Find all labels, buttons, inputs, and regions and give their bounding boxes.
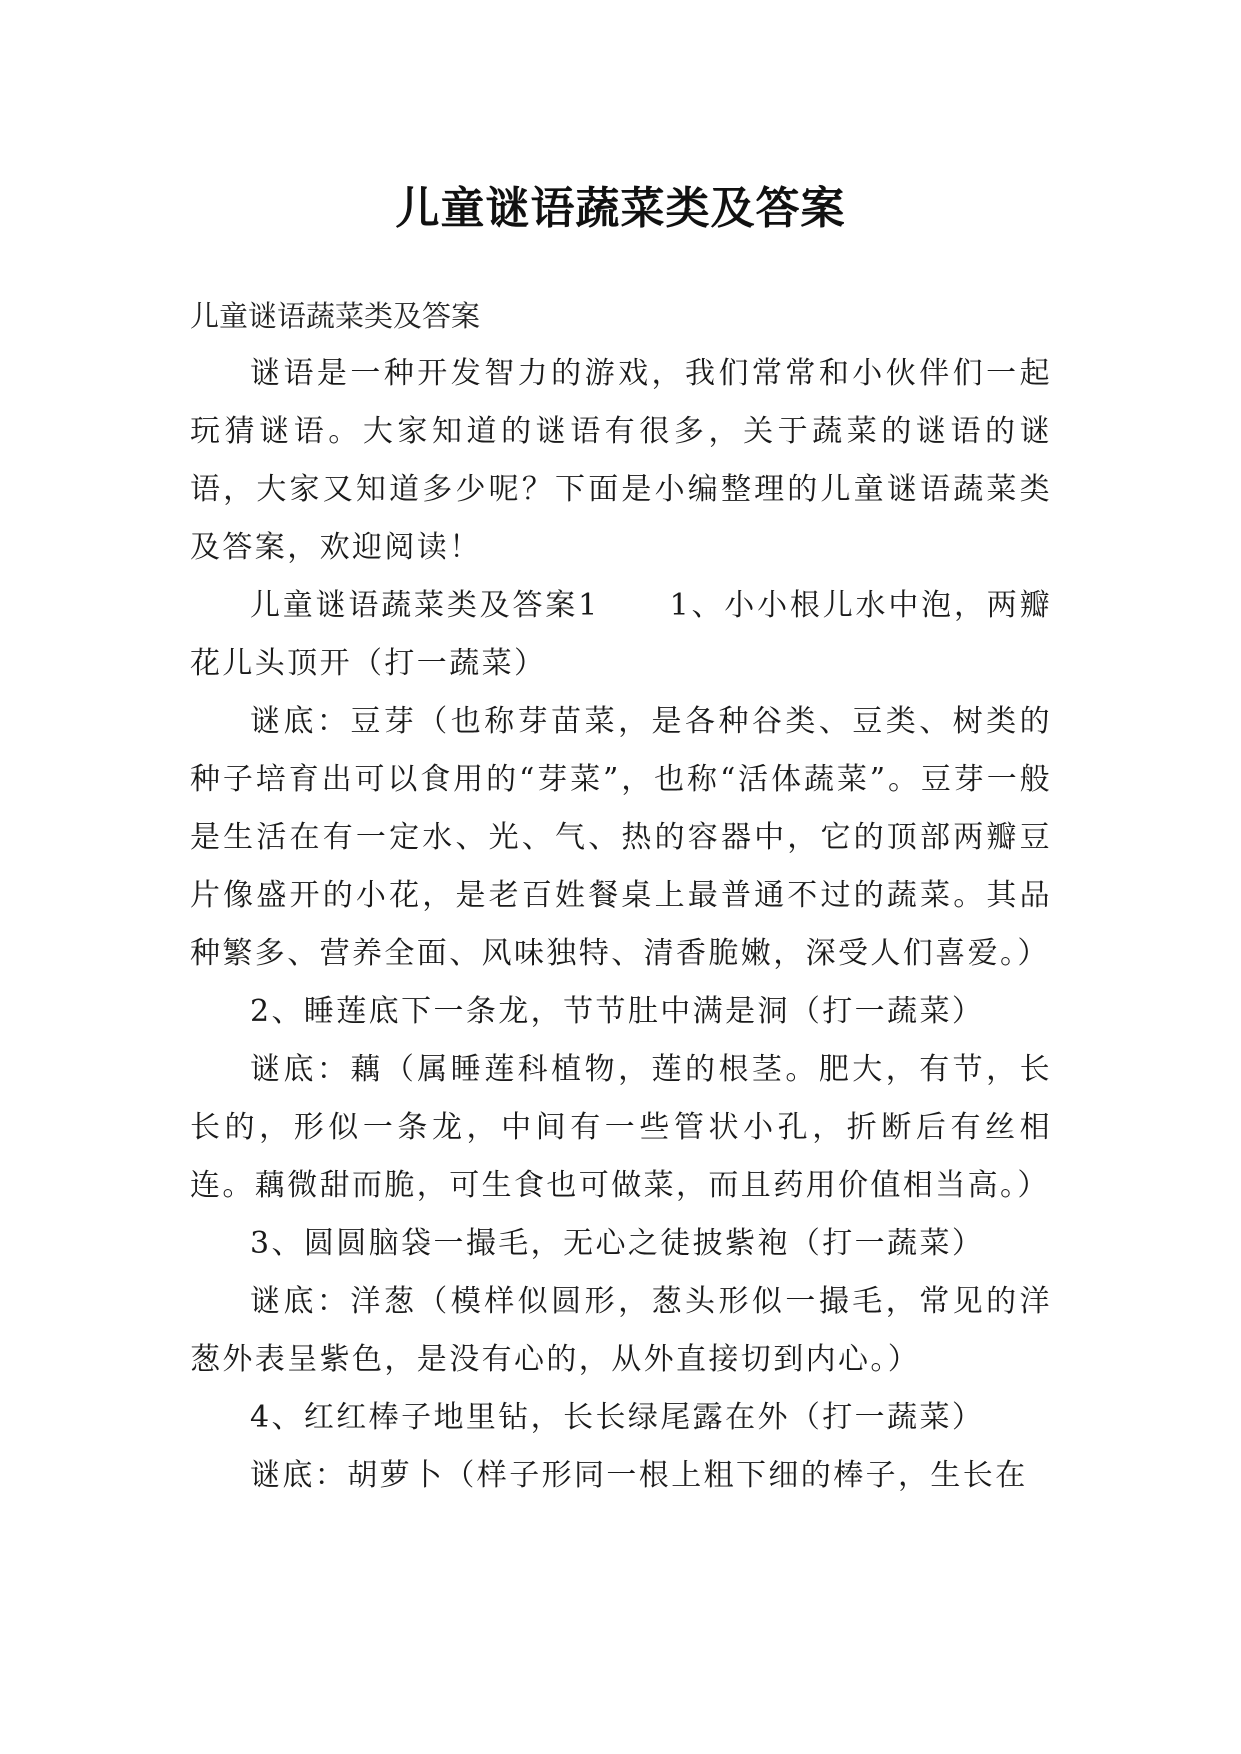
riddle-4-question: 4、红红棒子地里钻，长长绿尾露在外（打一蔬菜） [250, 1400, 985, 1435]
riddle-2-answer: 谜底：藕（属睡莲科植物，莲的根茎。肥大，有节，长长的，形似一条龙，中间有一些管状小孔，折断后有丝相连。藕微甜而脆，可生食也可做菜，而且药用价值相当高。） [190, 1052, 1052, 1203]
riddle-3-question: 3、圆圆脑袋一撮毛，无心之徒披紫袍（打一蔬菜） [250, 1226, 985, 1261]
document-subtitle: 儿童谜语蔬菜类及答案 [190, 299, 481, 333]
intro-paragraph: 谜语是一种开发智力的游戏，我们常常和小伙伴们一起玩猜谜语。大家知道的谜语有很多，关于蔬菜的谜语的谜语，大家又知道多少呢？下面是小编整理的儿童谜语蔬菜类及答案，欢迎阅读！ [190, 356, 1052, 565]
riddle-1-answer: 谜底：豆芽（也称芽苗菜，是各种谷类、豆类、树类的种子培育出可以食用的“芽菜”，也称“活体蔬菜”。豆芽一般是生活在有一定水、光、气、热的容器中，它的顶部两瓣豆片像盛开的小花，是老百姓餐桌上最普通不过的蔬菜。其品种繁多、营养全面、风味独特、清香脆嫩，深受人们喜爱。） [190, 704, 1052, 971]
riddle-3-answer: 谜底：洋葱（模样似圆形，葱头形似一撮毛，常见的洋葱外表呈紫色，是没有心的，从外直接切到内心。） [190, 1284, 1052, 1377]
riddle-2-question: 2、睡莲底下一条龙，节节肚中满是洞（打一蔬菜） [250, 994, 985, 1029]
riddle-4-answer: 谜底：胡萝卜（样子形同一根上粗下细的棒子，生长在 [250, 1458, 1028, 1493]
document-title: 儿童谜语蔬菜类及答案 [395, 183, 846, 235]
document-body [190, 287, 1052, 1505]
riddle-1-question: 1、小小根儿水中泡，两瓣花儿头顶开（打一蔬菜） [190, 588, 1052, 681]
riddle-1-question-paragraph [190, 577, 1052, 693]
section-heading: 儿童谜语蔬菜类及答案1 [250, 588, 600, 623]
